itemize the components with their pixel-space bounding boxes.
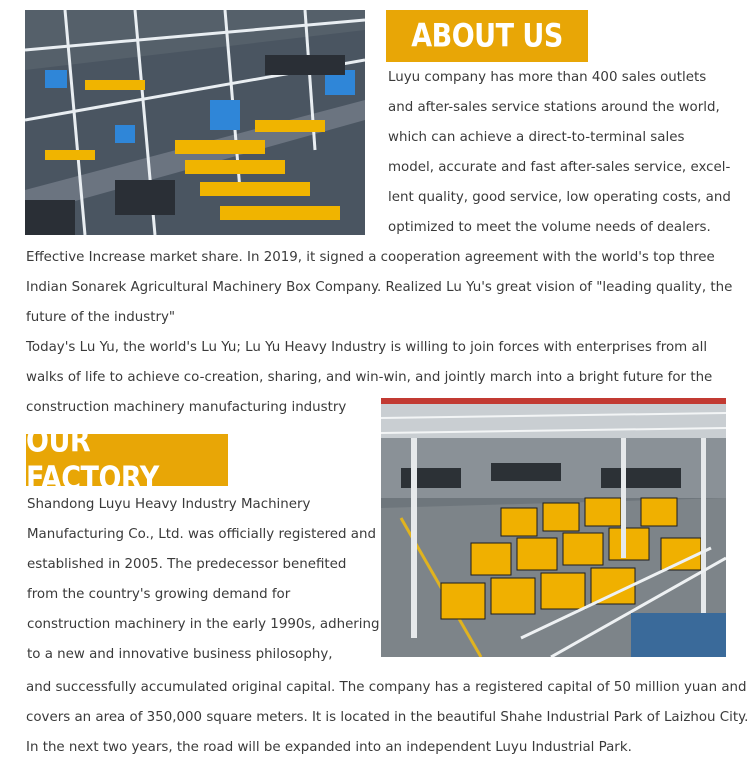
about-us-heading: ABOUT US xyxy=(411,17,563,55)
about-text-line: Today's Lu Yu, the world's Lu Yu; Lu Yu Heavy Industry is willing to join forces with enterprises from all xyxy=(26,340,708,355)
factory-floor-photo xyxy=(381,398,726,657)
about-us-banner xyxy=(386,10,588,62)
our-factory-banner xyxy=(26,422,228,498)
factory-text-line: In the next two years, the road will be expanded into an independent Luyu Industrial Park. xyxy=(26,740,632,755)
factory-text-line: and successfully accumulated original capital. The company has a registered capital of 50 million yuan and xyxy=(26,680,747,695)
factory-text-line: to a new and innovative business philosophy, xyxy=(27,647,333,662)
about-text-line: Indian Sonarek Agricultural Machinery Box Company. Realized Lu Yu's great vision of "leading quality, the xyxy=(26,280,733,295)
about-text-line: Luyu company has more than 400 sales outlets xyxy=(388,70,707,85)
about-text-line: construction machinery manufacturing industry xyxy=(26,400,347,415)
about-text-line: lent quality, good service, low operating costs, and xyxy=(388,190,731,205)
factory-text-line: covers an area of 350,000 square meters. It is located in the beautiful Shahe Industrial Park of Laizhou City. xyxy=(26,710,749,725)
about-text-line: optimized to meet the volume needs of dealers. xyxy=(388,220,711,235)
factory-text-line: Manufacturing Co., Ltd. was officially registered and xyxy=(27,527,376,542)
about-text-line: and after-sales service stations around the world, xyxy=(388,100,720,115)
factory-text-line: Shandong Luyu Heavy Industry Machinery xyxy=(27,497,311,512)
about-text-line: future of the industry" xyxy=(26,310,176,325)
factory-text-line: from the country's growing demand for xyxy=(27,587,291,602)
warehouse-photo xyxy=(25,10,365,235)
about-text-line: walks of life to achieve co-creation, sharing, and win-win, and jointly march into a bright future for the xyxy=(26,370,713,385)
about-text-line: Effective Increase market share. In 2019, it signed a cooperation agreement with the world's top three xyxy=(26,250,715,265)
about-text-line: which can achieve a direct-to-terminal sales xyxy=(388,130,685,145)
factory-text-line: established in 2005. The predecessor benefited xyxy=(27,557,347,572)
factory-text-line: construction machinery in the early 1990s, adhering xyxy=(27,617,380,632)
our-factory-heading: OUR FACTORY xyxy=(26,422,159,498)
about-text-line: model, accurate and fast after-sales service, excel- xyxy=(388,160,731,175)
